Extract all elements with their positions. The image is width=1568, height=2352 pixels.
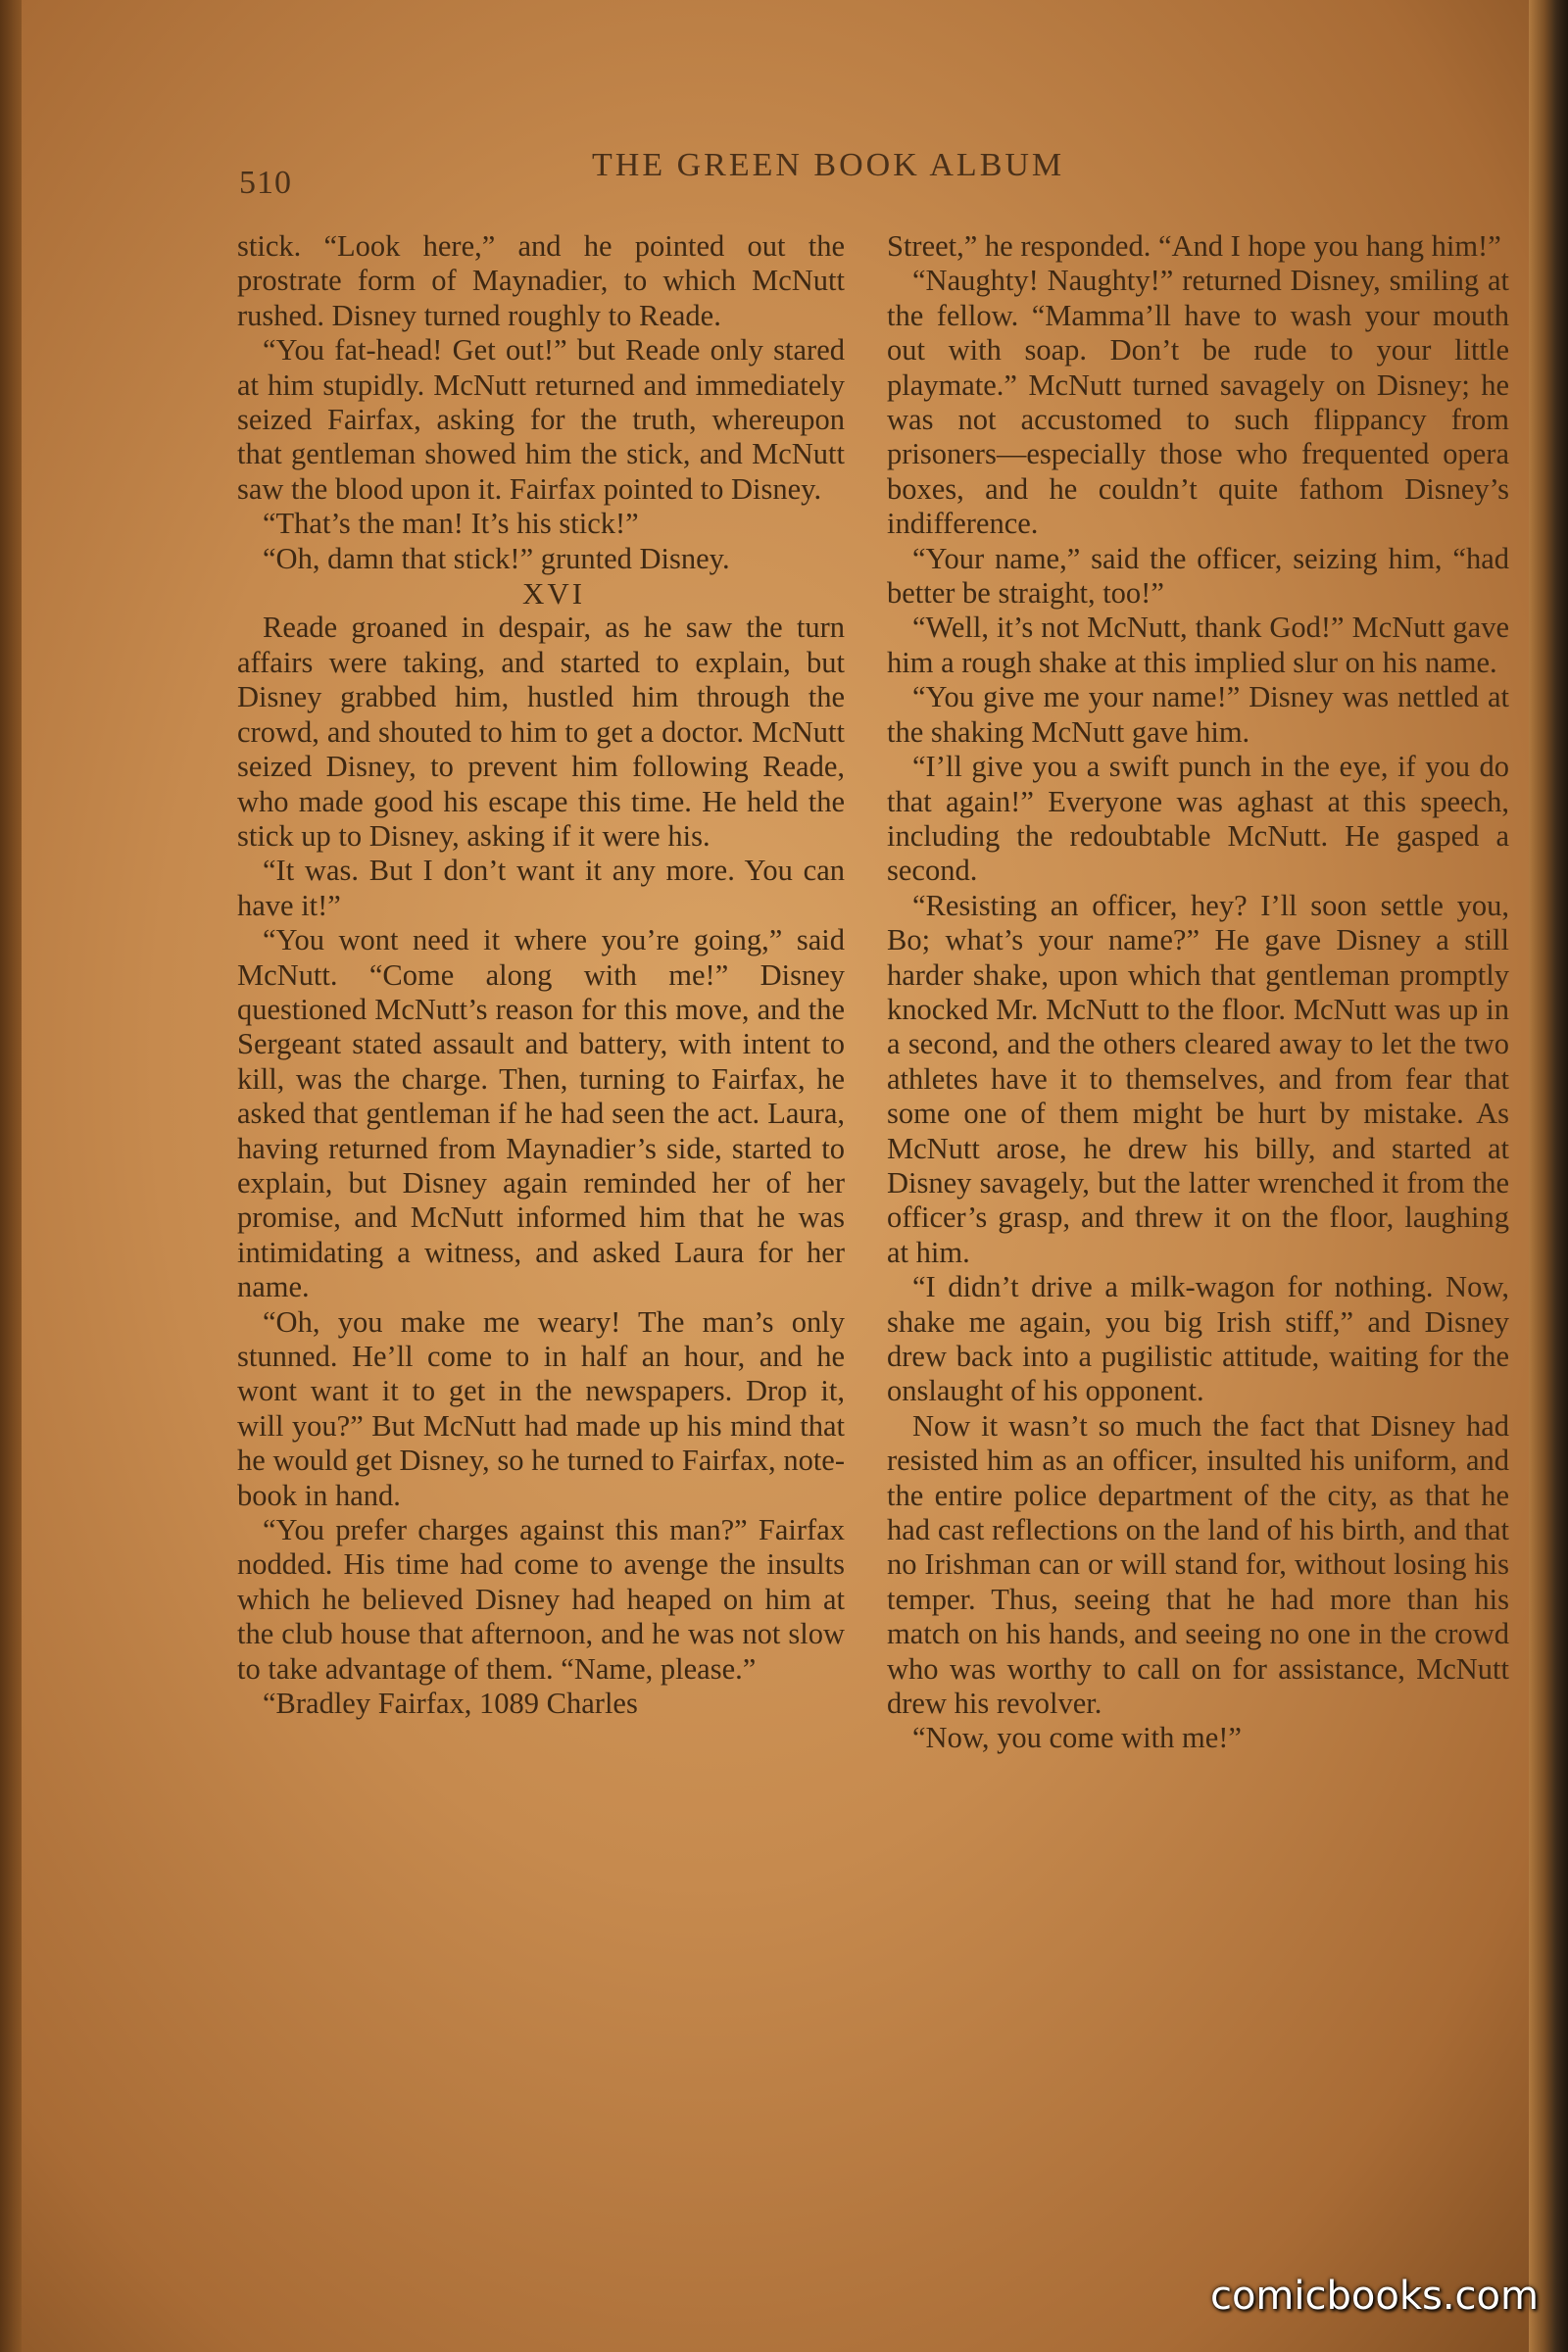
paragraph: Now it wasn’t so much the fact that Disney had resisted him as an officer, insulted his uniform, and the entire police department of the city, as that he had cast reflections on the land of his birth, and that no Irishman can or will stand for, without losing his temper. Thus, seeing that he had more than his match on his hands, and seeing no one in the crowd who was worthy to call on for assistance, McNutt drew his revolver.	[887, 1408, 1509, 1721]
paragraph: “Oh, you make me weary! The man’s only stunned. He’ll come to in half an hour, and he wont want it to get in the newspapers. Drop it, will you?” But McNutt had made up his mind that he would get Disney, so he turned to Fairfax, note-book in hand.	[237, 1304, 845, 1512]
paragraph: “You give me your name!” Disney was nettled at the shaking McNutt gave him.	[887, 680, 1509, 749]
watermark: comicbooks.com	[1209, 2274, 1539, 2319]
paragraph: “Now, you come with me!”	[912, 1721, 1242, 1755]
paragraph: “Naughty! Naughty!” returned Disney, smiling at the fellow. “Mamma’ll have to wash your mouth out with soap. Don’t be rude to your little playmate.” McNutt turned savagely on Disney; he was not accustomed to such flippancy from prisoners—especially those who frequented opera boxes, and he couldn’t quite fathom Disney’s indifference.	[887, 264, 1509, 541]
paragraph: “Bradley Fairfax, 1089 Charles	[263, 1687, 638, 1721]
right-column	[887, 229, 1509, 1756]
paragraph: “It was. But I don’t want it any more. You can have it!”	[237, 854, 845, 922]
paragraph: “I didn’t drive a milk-wagon for nothing. Now, shake me again, you big Irish stiff,” and Disney drew back into a pugilistic attitude, waiting for the onslaught of his opponent.	[887, 1270, 1509, 1408]
paragraph: “Resisting an officer, hey? I’ll soon settle you, Bo; what’s your name?” He gave Disney a still harder shake, upon which that gentleman promptly knocked Mr. McNutt to the floor. McNutt was up in a second, and the others cleared away to let the two athletes have it to themselves, and from fear that some one of them might be hurt by mistake. As McNutt arose, he drew his billy, and started at Disney savagely, but the latter wrenched it from the officer’s grasp, and threw it on the floor, laughing at him.	[887, 888, 1509, 1269]
section-number: XVI	[521, 576, 586, 612]
paragraph: “You fat-head! Get out!” but Reade only stared at him stupidly. McNutt returned and immediately seized Fairfax, asking for the truth, whereupon that gentleman showed him the stick, and McNutt saw the blood upon it. Fairfax pointed to Disney.	[237, 333, 845, 506]
paragraph: “You prefer charges against this man?” Fairfax nodded. His time had come to avenge the insults which he believed Disney had heaped on him at the club house that afternoon, and he was not slow to take advantage of them. “Name, please.”	[237, 1513, 845, 1686]
paragraph: Street,” he responded. “And I hope you hang him!”	[887, 229, 1501, 263]
page-right-edge	[1529, 0, 1568, 2352]
paragraph: “I’ll give you a swift punch in the eye, if you do that again!” Everyone was aghast at this speech, including the redoubtable McNutt. He gasped a second.	[887, 750, 1509, 888]
paragraph: “Well, it’s not McNutt, thank God!” McNutt gave him a rough shake at this implied slur on his name.	[887, 611, 1509, 679]
running-head: THE GREEN BOOK ALBUM	[592, 147, 1065, 183]
paragraph: “That’s the man! It’s his stick!”	[263, 507, 639, 541]
page-left-edge	[0, 0, 22, 2352]
paragraph: stick. “Look here,” and he pointed out the prostrate form of Maynadier, to which McNutt rushed. Disney turned roughly to Reade.	[237, 229, 845, 332]
left-column	[237, 229, 845, 1721]
paragraph: “Oh, damn that stick!” grunted Disney.	[263, 541, 730, 575]
paragraph: “You wont need it where you’re going,” said McNutt. “Come along with me!” Disney questioned McNutt’s reason for this move, and the Sergeant stated assault and battery, with intent to kill, was the charge. Then, turning to Fairfax, he asked that gentleman if he had seen the act. Laura, having returned from Maynadier’s side, started to explain, but Disney again reminded her of her promise, and McNutt informed him that he was intimidating a witness, and asked Laura for her name.	[237, 923, 845, 1304]
page-number: 510	[239, 165, 292, 201]
paragraph: Reade groaned in despair, as he saw the turn affairs were taking, and started to explain, but Disney grabbed him, hustled him through the crowd, and shouted to him to get a doctor. McNutt seized Disney, to prevent him following Reade, who made good his escape this time. He held the stick up to Disney, asking if it were his.	[237, 611, 845, 853]
paragraph: “Your name,” said the officer, seizing him, “had better be straight, too!”	[887, 541, 1509, 611]
